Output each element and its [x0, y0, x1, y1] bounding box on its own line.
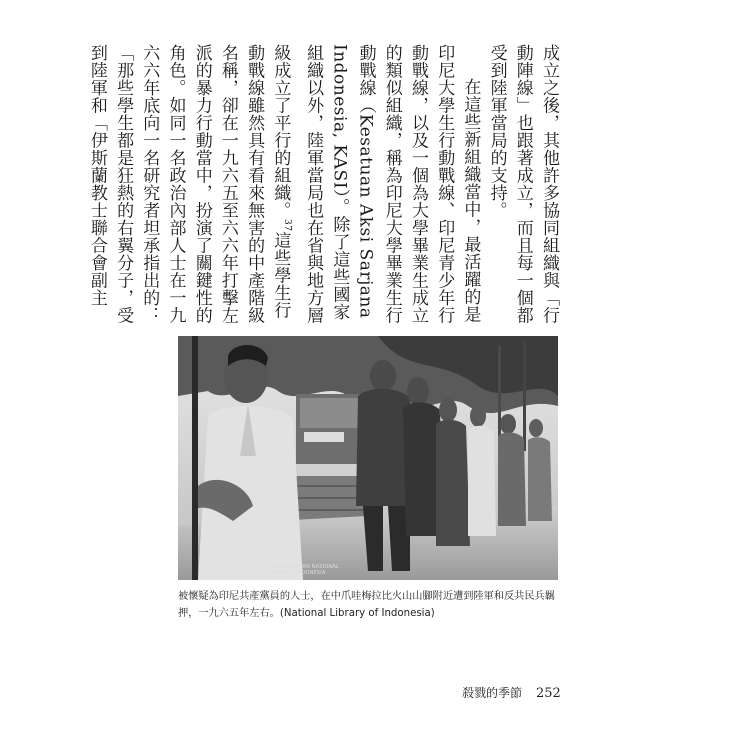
body-text	[86, 44, 562, 336]
running-title: 殺戮的季節	[462, 686, 523, 700]
paragraph-3-text: 這些學生行動戰線雖然具有看來無害的中產階級名稱，卻在一九六五至六六年打擊左派的暴力行動當中，扮演了關鍵性的角色。如同一名政治內部人士在一九六六年底向一名研究者坦承指出的：「那些學生都是狂熱的右翼分子，受到陸軍和「伊斯蘭教士聯合會副主	[86, 44, 291, 324]
paragraph-2-text: 在這些新組織當中，最活躍的是印尼大學生行動戰線、印尼青少年行動戰線，以及一個為大學畢業生成立的類似組織，稱為印尼大學畢業生行動戰線（Kesatuan Aksi Sarjana Indonesia, KASI）。除了這些國家組織以外，陸軍當局也在省與地方層級成立了平行的組織。	[270, 44, 481, 324]
page-number: 252	[536, 686, 561, 701]
paragraph-2	[84, 44, 484, 336]
photo-watermark	[268, 564, 339, 576]
photo-illustration	[178, 336, 558, 580]
historical-photo	[178, 336, 558, 580]
watermark-line-2: REPUBLIK INDONESIA	[268, 570, 326, 576]
footnote-ref: 37	[281, 219, 292, 232]
page-footer	[462, 684, 561, 701]
photo-caption: 被懷疑為印尼共產黨員的人士，在中爪哇梅拉比火山山腳附近遭到陸軍和反共民兵羈押，一九六五年左右。(National Library of Indonesia)	[178, 591, 555, 619]
watermark-line-1: PERPUSTAKAAN NASIONAL	[268, 564, 339, 570]
paragraph-1: 成立之後，其他許多協同組織與「行動陣線」也跟著成立，而且每一個都受到陸軍當局的支持。	[486, 44, 559, 324]
